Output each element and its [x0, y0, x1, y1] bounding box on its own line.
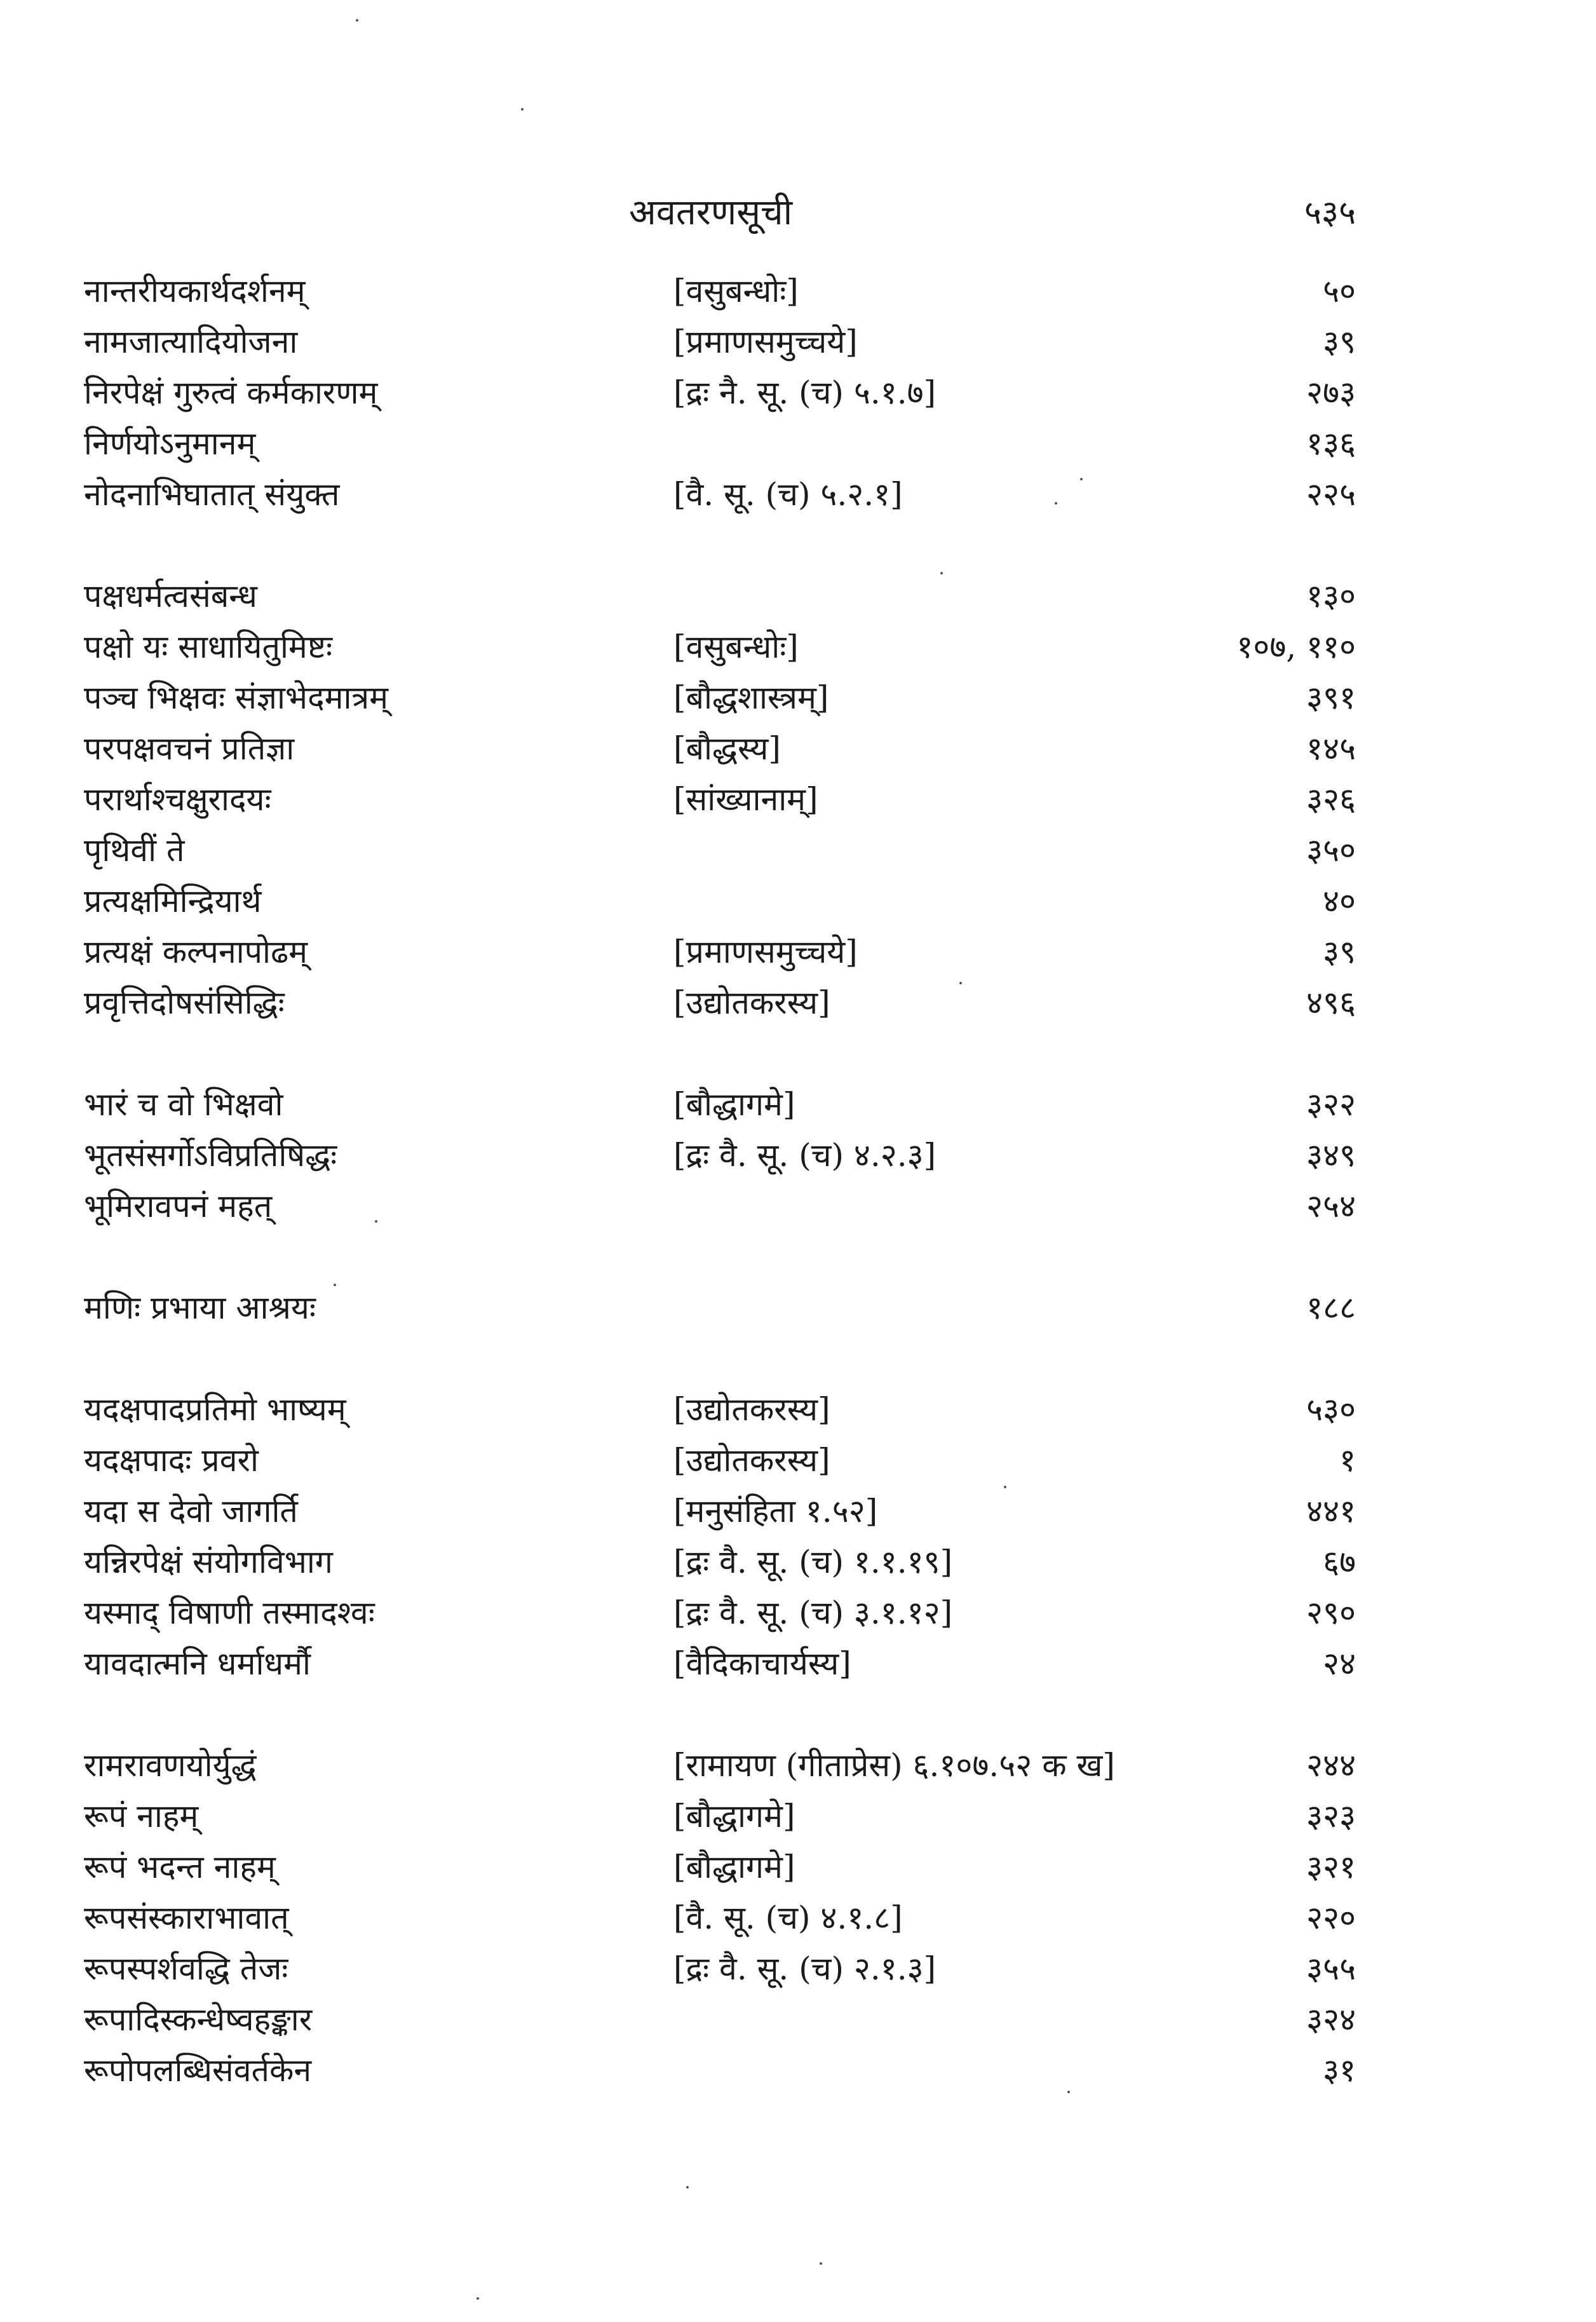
page-reference: ३२६ [1306, 781, 1356, 818]
page-reference: ३२२ [1306, 1086, 1356, 1123]
group-spacer [0, 1028, 1596, 1079]
quotation-text: नान्तरीयकार्थदर्शनम् [84, 273, 306, 309]
quotation-source: [उद्योतकरस्य] [673, 984, 830, 1021]
quotation-source: [वसुबन्धोः] [673, 628, 799, 665]
quotation-source: [प्रमाणसमुच्चये] [673, 323, 858, 360]
quotation-text: रूपसंस्काराभावात् [84, 1899, 289, 1936]
index-entry [0, 1181, 1596, 1232]
quotation-text: प्रत्यक्षमिन्द्रियार्थ [84, 883, 262, 920]
scan-speck [356, 19, 358, 22]
quotation-source: [सांख्यानाम्] [673, 781, 818, 818]
index-entry [0, 1435, 1596, 1486]
scan-speck [1055, 502, 1057, 505]
page-reference: ३२३ [1306, 1798, 1356, 1835]
page-reference: ४० [1323, 883, 1356, 920]
quotation-text: पृथिवीं ते [84, 832, 185, 869]
quotation-text: पक्षो यः साधायितुमिष्टः [84, 628, 333, 665]
index-entry [0, 1943, 1596, 1994]
scan-speck [334, 1284, 336, 1286]
page-reference: २९० [1306, 1594, 1356, 1631]
quotation-text: निर्णयोऽनुमानम् [84, 425, 256, 462]
index-entry [0, 1587, 1596, 1638]
quotation-text: रूपोपलब्धिसंवर्तकेन [84, 2052, 312, 2089]
quotation-text: पञ्च भिक्षवः संज्ञाभेदमात्रम् [84, 679, 388, 716]
quotation-source: [रामायण (गीताप्रेस) ६.१०७.५२ क ख] [673, 1747, 1115, 1784]
page-title: अवतरणसूची [629, 192, 793, 233]
quotation-text: यावदात्मनि धर्माधर्मौ [84, 1645, 311, 1682]
quotation-text: मणिः प्रभाया आश्रयः [84, 1289, 316, 1326]
quotation-text: प्रत्यक्षं कल्पनापोढम् [84, 934, 308, 970]
page-reference: १८८ [1306, 1289, 1356, 1326]
quotation-text: नोदनाभिघातात् संयुक्त [84, 476, 340, 513]
quotation-source: [वसुबन्धोः] [673, 273, 799, 309]
quotation-index [0, 266, 1596, 2096]
scan-speck [940, 572, 943, 574]
page-reference: ४९६ [1306, 984, 1356, 1021]
page-reference: २५४ [1306, 1188, 1356, 1225]
quotation-text: रामरावणयोर्युद्धं [84, 1747, 257, 1784]
quotation-source: [बौद्धागमे] [673, 1849, 795, 1885]
index-entry [0, 2045, 1596, 2096]
quotation-source: [प्रमाणसमुच्चये] [673, 934, 858, 970]
quotation-source: [उद्योतकरस्य] [673, 1391, 830, 1428]
group-spacer [0, 1689, 1596, 1740]
quotation-source: [द्रः वै. सू. (च) १.१.१९] [673, 1544, 953, 1580]
quotation-source: [द्रः वै. सू. (च) ३.१.१२] [673, 1594, 953, 1631]
page-reference: ५३० [1306, 1391, 1356, 1428]
index-entry [0, 1537, 1596, 1587]
scan-speck [1004, 1486, 1006, 1488]
index-entry [0, 1079, 1596, 1130]
index-entry [0, 977, 1596, 1028]
index-entry [0, 1384, 1596, 1435]
scan-speck [1067, 2091, 1070, 2093]
page-reference: ४४१ [1306, 1493, 1356, 1530]
index-entry [0, 1842, 1596, 1892]
index-entry [0, 723, 1596, 774]
scan-speck [375, 1220, 377, 1223]
scan-speck [686, 2186, 689, 2189]
index-entry [0, 1994, 1596, 2045]
index-entry [0, 1638, 1596, 1689]
index-entry [0, 316, 1596, 367]
quotation-source: [बौद्धशास्त्रम्] [673, 679, 829, 716]
index-entry [0, 1282, 1596, 1333]
index-entry [0, 1486, 1596, 1537]
page-reference: २४ [1323, 1645, 1356, 1682]
page-reference: ५० [1323, 273, 1356, 309]
quotation-text: परार्थाश्चक्षुरादयः [84, 781, 271, 818]
index-entry [0, 367, 1596, 418]
index-entry [0, 672, 1596, 723]
quotation-source: [बौद्धस्य] [673, 730, 781, 767]
quotation-text: रूपस्पर्शवद्धि तेजः [84, 1950, 288, 1987]
page-reference: ६७ [1323, 1544, 1356, 1580]
group-spacer [0, 520, 1596, 571]
index-entry [0, 876, 1596, 927]
index-entry [0, 1892, 1596, 1943]
page-reference: १३६ [1306, 425, 1356, 462]
quotation-text: यदक्षपादप्रतिमो भाष्यम् [84, 1391, 346, 1428]
quotation-source: [बौद्धागमे] [673, 1086, 795, 1123]
page-reference: ३२१ [1306, 1849, 1356, 1885]
quotation-text: रूपादिस्कन्धेष्वहङ्कार [84, 2001, 313, 2038]
quotation-source: [द्रः वै. सू. (च) ४.२.३] [673, 1137, 937, 1174]
page-reference: १४५ [1306, 730, 1356, 767]
scan-speck [959, 982, 962, 984]
quotation-source: [वै. सू. (च) ४.१.८] [673, 1899, 903, 1936]
quotation-source: [द्रः वै. सू. (च) २.१.३] [673, 1950, 937, 1987]
quotation-text: यन्निरपेक्षं संयोगविभाग [84, 1544, 333, 1580]
page-reference: २२० [1306, 1899, 1356, 1936]
quotation-text: नामजात्यादियोजना [84, 323, 298, 360]
quotation-text: भूमिरावपनं महत् [84, 1188, 273, 1225]
page-reference: २२५ [1306, 476, 1356, 513]
page-reference: ३१ [1323, 2052, 1356, 2089]
page-reference: ३२४ [1306, 2001, 1356, 2038]
page-reference: १ [1339, 1442, 1356, 1479]
scan-speck [820, 2262, 822, 2265]
quotation-source: [बौद्धागमे] [673, 1798, 795, 1835]
group-spacer [0, 1333, 1596, 1384]
index-entry [0, 266, 1596, 316]
scan-speck [1080, 478, 1083, 480]
page-reference: ३९ [1323, 934, 1356, 970]
page-reference: ३९१ [1306, 679, 1356, 716]
group-spacer [0, 1232, 1596, 1282]
index-entry [0, 1791, 1596, 1842]
index-entry [0, 1740, 1596, 1791]
page-header [0, 184, 1596, 241]
page-number: ५३५ [1304, 194, 1356, 232]
scan-speck [477, 2297, 479, 2300]
index-entry [0, 927, 1596, 977]
quotation-text: परपक्षवचनं प्रतिज्ञा [84, 730, 295, 767]
quotation-text: प्रवृत्तिदोषसंसिद्धिः [84, 984, 285, 1021]
quotation-text: रूपं नाहम् [84, 1798, 199, 1835]
page-reference: १३० [1306, 578, 1356, 614]
index-entry [0, 469, 1596, 520]
page-reference: ३९ [1323, 323, 1356, 360]
quotation-text: रूपं भदन्त नाहम् [84, 1849, 276, 1885]
page-reference: २४४ [1306, 1747, 1356, 1784]
quotation-source: [द्रः नै. सू. (च) ५.१.७] [673, 374, 937, 411]
page-reference: ३४९ [1306, 1137, 1356, 1174]
quotation-source: [वैदिकाचार्यस्य] [673, 1645, 851, 1682]
quotation-text: निरपेक्षं गुरुत्वं कर्मकारणम् [84, 374, 378, 411]
quotation-text: पक्षधर्मत्वसंबन्ध [84, 578, 257, 614]
quotation-text: यदा स देवो जागर्ति [84, 1493, 298, 1530]
index-entry [0, 418, 1596, 469]
quotation-source: [मनुसंहिता १.५२] [673, 1493, 878, 1530]
index-entry [0, 1130, 1596, 1181]
quotation-text: भूतसंसर्गोऽविप्रतिषिद्धः [84, 1137, 337, 1174]
quotation-text: यस्माद् विषाणी तस्मादश्वः [84, 1594, 375, 1631]
index-entry [0, 825, 1596, 876]
page-reference: २७३ [1306, 374, 1356, 411]
quotation-text: यदक्षपादः प्रवरो [84, 1442, 259, 1479]
page-reference: १०७, ११० [1236, 628, 1356, 665]
index-entry [0, 571, 1596, 621]
scan-speck [521, 108, 524, 111]
quotation-text: भारं च वो भिक्षवो [84, 1086, 283, 1123]
quotation-source: [वै. सू. (च) ५.२.१] [673, 476, 903, 513]
index-entry [0, 621, 1596, 672]
page-reference: ३५० [1306, 832, 1356, 869]
page-reference: ३५५ [1306, 1950, 1356, 1987]
index-entry [0, 774, 1596, 825]
quotation-source: [उद्योतकरस्य] [673, 1442, 830, 1479]
